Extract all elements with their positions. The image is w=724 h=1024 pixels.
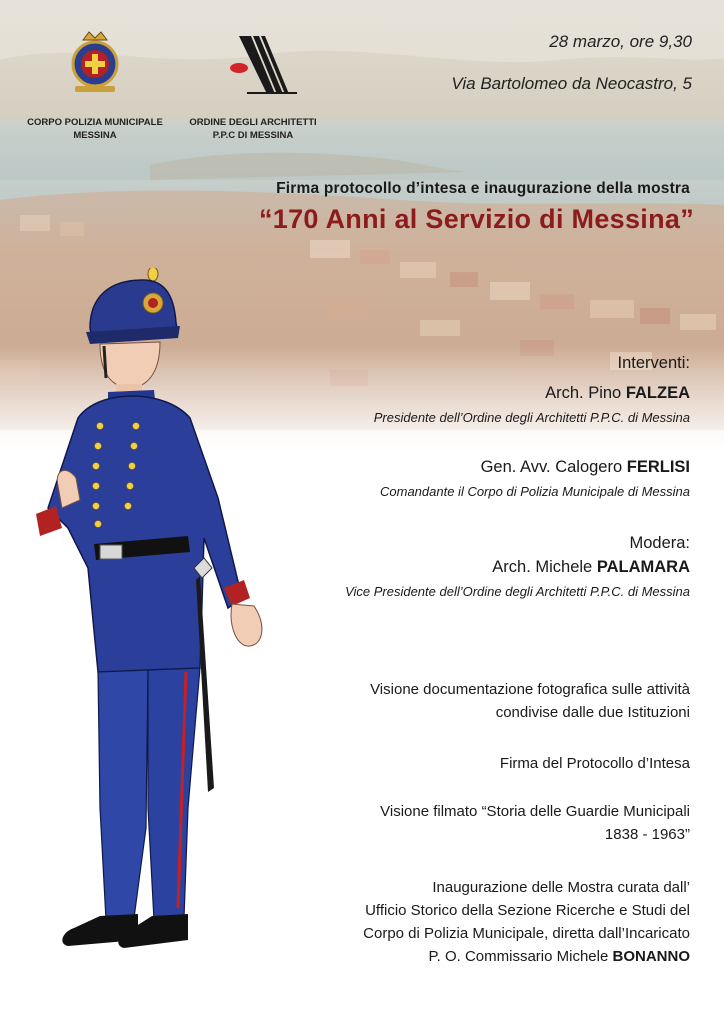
- officer-illustration: [28, 268, 268, 972]
- program-item4: [363, 876, 690, 968]
- program-item1-line2: condivise dalle due Istituzioni: [495, 704, 690, 721]
- interventi-label: Interventi:: [617, 354, 690, 372]
- speaker2-surname: FERLISI: [626, 458, 690, 476]
- moderator-role: Vice Presidente dell’Ordine degli Architetti P.P.C. di Messina: [345, 584, 690, 599]
- moderator-surname: PALAMARA: [596, 558, 690, 576]
- program-item4-line2: Ufficio Storico della Sezione Ricerche e Studi del: [365, 902, 690, 919]
- speaker1-surname: FALZEA: [625, 384, 690, 402]
- police-crest-icon: [67, 30, 123, 100]
- architects-logo-block: [178, 30, 328, 142]
- speaker1-prefix: Arch. Pino: [545, 384, 626, 402]
- program-item3-line1: Visione filmato “Storia delle Guardie Municipali: [380, 803, 690, 820]
- program-item4-line1: Inaugurazione delle Mostra curata dall’: [432, 879, 690, 896]
- event-subtitle: Firma protocollo d’intesa e inaugurazione della mostra: [276, 180, 690, 197]
- architects-logo-caption-line1: ORDINE DEGLI ARCHITETTI: [189, 117, 317, 128]
- program-item4-line4: [363, 945, 690, 968]
- speaker2-prefix: Gen. Avv. Calogero: [480, 458, 627, 476]
- speaker1-role: Presidente dell’Ordine degli Architetti P.P.C. di Messina: [373, 410, 690, 425]
- speaker1-name: [545, 384, 690, 403]
- event-address: Via Bartolomeo da Neocastro, 5: [451, 74, 692, 93]
- moderator-prefix: Arch. Michele: [492, 558, 597, 576]
- program-item1: [370, 678, 690, 724]
- program-item2: Firma del Protocollo d’Intesa: [499, 755, 690, 772]
- event-title: “170 Anni al Servizio di Messina”: [258, 204, 694, 234]
- program-item4-line4-surname: BONANNO: [612, 948, 690, 965]
- speaker2-role: Comandante il Corpo di Polizia Municipale di Messina: [380, 484, 690, 499]
- program-item3-line2: 1838 - 1963”: [604, 826, 690, 843]
- moderator-name: [492, 558, 690, 577]
- program-item1-line1: Visione documentazione fotografica sulle attività: [370, 681, 690, 698]
- police-logo-block: [20, 30, 170, 142]
- program-item3: [380, 800, 690, 846]
- program-item4-line4-prefix: P. O. Commissario Michele: [428, 948, 613, 965]
- event-date-time: 28 marzo, ore 9,30: [549, 32, 692, 51]
- modera-label: Modera:: [629, 534, 690, 552]
- police-logo-caption-line2: MESSINA: [73, 130, 117, 141]
- police-logo-caption-line1: CORPO POLIZIA MUNICIPALE: [27, 117, 163, 128]
- architects-logo-icon: [203, 30, 303, 100]
- speaker2-name: [481, 458, 690, 477]
- program-item4-line3: Corpo di Polizia Municipale, diretta dall’Incaricato: [363, 925, 690, 942]
- architects-logo-caption-line2: P.P.C DI MESSINA: [212, 130, 294, 141]
